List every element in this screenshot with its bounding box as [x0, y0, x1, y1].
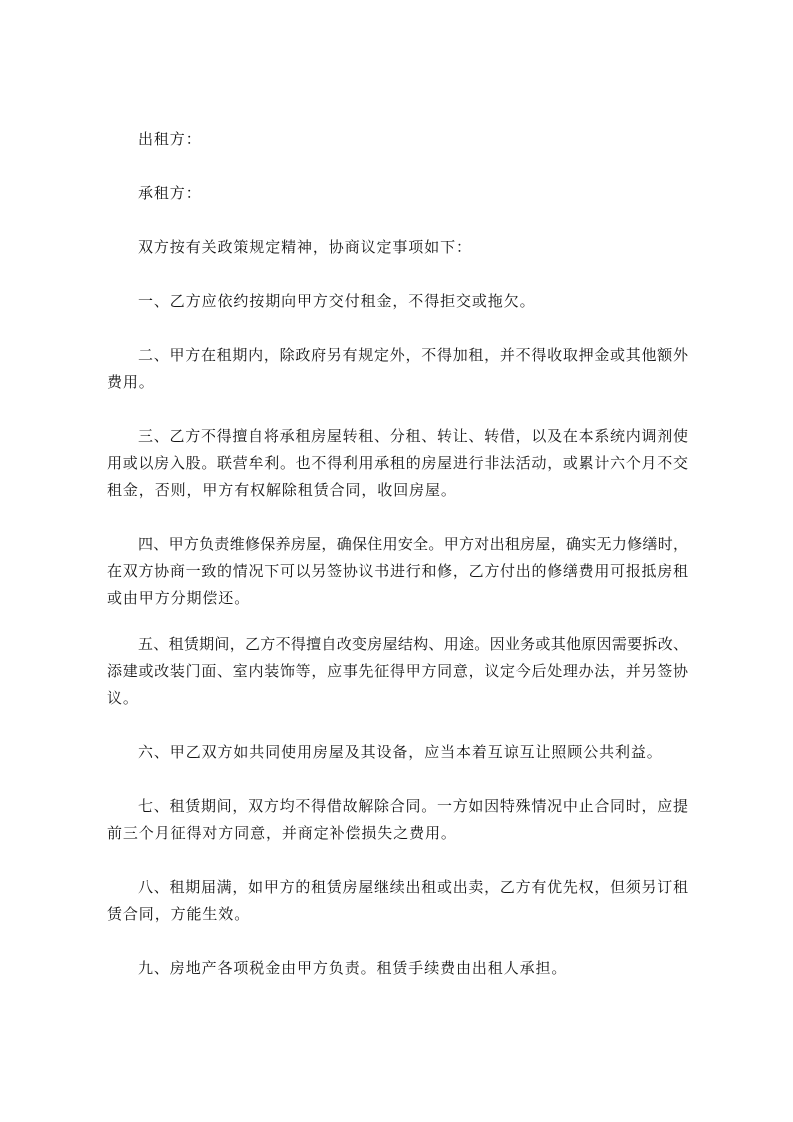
lessee-line: [107, 180, 688, 207]
clause-9-line-1: 九、房地产各项税金由甲方负责。租赁手续费由出租人承担。: [138, 959, 568, 977]
lessee-label: 承租方：: [138, 184, 202, 202]
clause-6-line-1: 六、甲乙双方如共同使用房屋及其设备，应当本着互谅互让照顾公共利益。: [138, 743, 663, 761]
clause-3: [107, 423, 688, 504]
clause-4: [107, 531, 688, 612]
clause-7-line-1: 七、租赁期间，双方均不得借故解除合同。一方如因特殊情况中止合同时，应提: [138, 797, 688, 815]
clause-3-line-1: 三、乙方不得擅自将承租房屋转租、分租、转让、转借，以及在本系统内调剂使: [138, 427, 688, 445]
clause-4-line-1: 四、甲方负责维修保养房屋，确保住用安全。甲方对出租房屋，确实无力修缮时，: [138, 535, 688, 553]
clause-5-line-2: 添建或改装门面、室内装饰等，应事先征得甲方同意，议定今后处理办法，并另签协: [107, 662, 688, 680]
clause-8-line-2: 赁合同，方能生效。: [107, 905, 251, 923]
clause-4-line-3: 或由甲方分期偿还。: [107, 589, 251, 607]
clause-1: [107, 288, 688, 315]
clause-3-line-2: 用或以房入股。联营牟利。也不得利用承租的房屋进行非法活动，或累计六个月不交: [107, 454, 688, 472]
clause-1-line-1: 一、乙方应依约按期向甲方交付租金，不得拒交或拖欠。: [138, 292, 536, 310]
clause-2: [107, 342, 688, 396]
clause-2-line-2: 费用。: [107, 373, 155, 391]
lessor-line: [107, 126, 688, 153]
clause-5-line-3: 议。: [107, 689, 139, 707]
clause-9: [107, 955, 688, 982]
clause-5-line-1: 五、租赁期间，乙方不得擅自改变房屋结构、用途。因业务或其他原因需要拆改、: [138, 635, 688, 653]
preamble-line-1: 双方按有关政策规定精神，协商议定事项如下：: [138, 238, 472, 256]
clause-8: [107, 874, 688, 928]
clause-3-line-3: 租金，否则，甲方有权解除租赁合同，收回房屋。: [107, 481, 457, 499]
clause-7: [107, 793, 688, 847]
clause-7-line-2: 前三个月征得对方同意，并商定补偿损失之费用。: [107, 824, 457, 842]
clause-2-line-1: 二、甲方在租期内，除政府另有规定外，不得加租，并不得收取押金或其他额外: [138, 346, 688, 364]
clause-6: [107, 739, 688, 766]
lessor-label: 出租方：: [138, 130, 202, 148]
clause-4-line-2: 在双方协商一致的情况下可以另签协议书进行和修，乙方付出的修缮费用可报抵房租: [107, 562, 688, 580]
preamble: [107, 234, 688, 261]
clause-8-line-1: 八、租期届满，如甲方的租赁房屋继续出租或出卖，乙方有优先权，但须另订租: [138, 878, 688, 896]
document-body: [107, 126, 688, 1009]
clause-5: [107, 631, 688, 712]
